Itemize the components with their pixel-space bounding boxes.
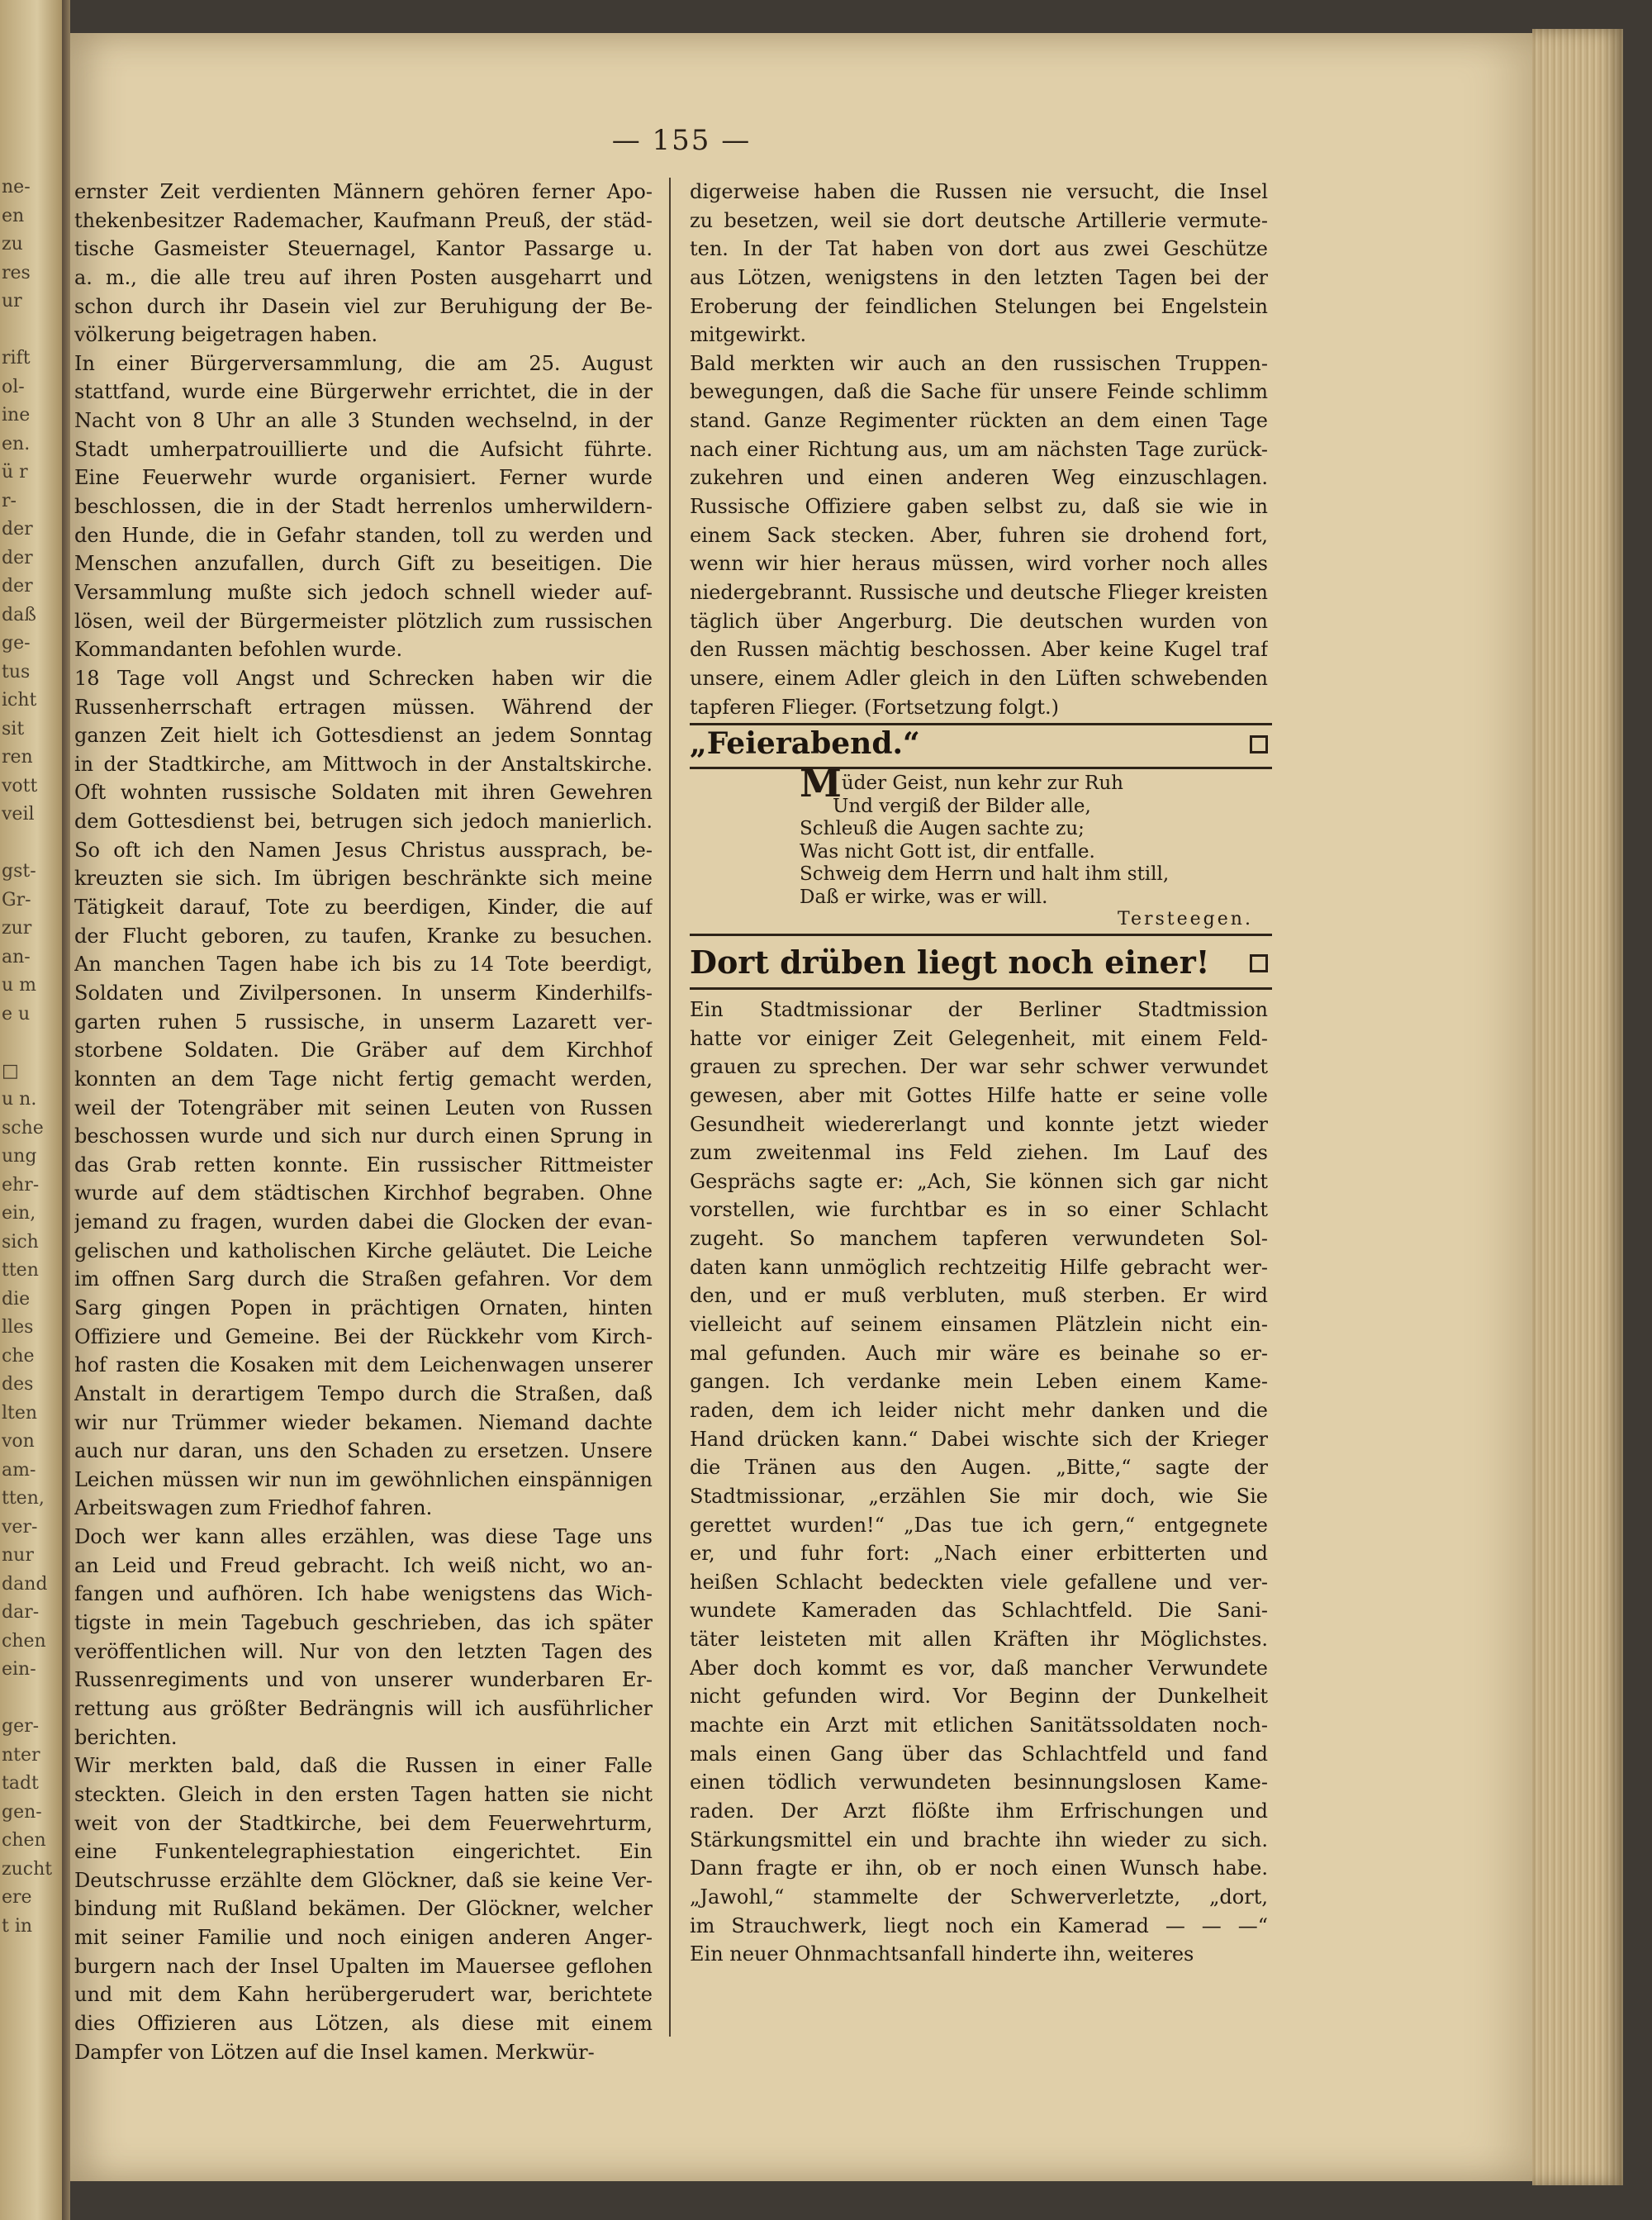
- text-line: Russenregiments und von unserer wunderbaren Er-: [74, 1668, 653, 1692]
- text-line: den Hunde, die in Gefahr standen, toll zu werden und: [74, 523, 653, 547]
- facing-page-fragment: ur: [2, 291, 22, 311]
- facing-page-fragment: sich: [2, 1231, 39, 1253]
- text-line: In einer Bürgerversammlung, die am 25. August: [74, 351, 653, 375]
- text-line: ganzen Zeit hielt ich Gottesdienst an jedem Sonntag: [74, 724, 653, 748]
- facing-page-fragment: des: [2, 1374, 34, 1395]
- book-gutter: [62, 0, 70, 2220]
- facing-page-fragment: die: [2, 1288, 31, 1310]
- text-line: mit seiner Familie und noch einigen anderen Anger-: [74, 1926, 653, 1950]
- text-line: fangen und aufhören. Ich habe wenigstens das Wich-: [74, 1582, 653, 1606]
- poem-heading: [690, 723, 1272, 764]
- text-line: Deutschrusse erzählte dem Glöckner, daß sie keine Ver-: [74, 1868, 653, 1892]
- text-line: mal gefunden. Auch mir wäre es beinahe so er-: [690, 1341, 1268, 1365]
- facing-page-fragment: u n.: [2, 1089, 37, 1110]
- text-line: Russische Offiziere gaben selbst zu, daß sie wie in: [690, 495, 1268, 519]
- text-line: lösen, weil der Bürgermeister plötzlich zum russischen: [74, 609, 653, 633]
- text-line: einem Sack stecken. Aber, fuhren sie drohend fort,: [690, 523, 1268, 547]
- text-line: weit von der Stadtkirche, bei dem Feuerwehrturm,: [74, 1811, 653, 1835]
- text-line: bewegungen, daß die Sache für unsere Feinde schlimm: [690, 380, 1268, 404]
- text-line: hof rasten die Kosaken mit dem Leichenwagen unserer: [74, 1353, 653, 1377]
- facing-page-fragment: ehr-: [2, 1174, 40, 1196]
- text-line: Ein neuer Ohnmachtsanfall hinderte ihn, weiteres: [690, 1942, 1194, 1966]
- facing-page-fragment: chen: [2, 1830, 46, 1851]
- poem-line: Schweig dem Herrn und halt ihm still,: [800, 863, 1170, 885]
- text-line: täter leisteten mit allen Kräften ihr Möglichstes.: [690, 1628, 1268, 1652]
- text-line: niedergebrannt. Russische und deutsche Flieger kreisten: [690, 580, 1268, 604]
- facing-page-fragment: vott: [2, 775, 38, 796]
- column-divider: [669, 178, 671, 2037]
- facing-page-fragment: zu: [2, 234, 23, 254]
- text-line: im offnen Sarg durch die Straßen gefahren. Vor dem: [74, 1267, 653, 1291]
- text-line: Bald merkten wir auch an den russischen Truppen-: [690, 351, 1268, 375]
- text-line: beschlossen, die in der Stadt herrenlos umherwildern-: [74, 495, 653, 519]
- text-line: den, und er muß verbluten, muß sterben. Er wird: [690, 1284, 1268, 1308]
- text-line: hatte vor einiger Zeit Gelegenheit, mit einem Feld-: [690, 1026, 1268, 1050]
- facing-page-fragment: tus: [2, 661, 31, 682]
- facing-page-edge: [0, 0, 62, 2220]
- text-line: in der Stadtkirche, am Mittwoch in der Anstaltskirche.: [74, 752, 653, 776]
- text-line: Russenherrschaft ertragen müssen. Während der: [74, 695, 653, 719]
- text-line: stand. Ganze Regimenter rückten an dem einen Tage: [690, 409, 1268, 433]
- facing-page-fragment: chen: [2, 1630, 46, 1652]
- text-line: gerettet wurden!“ „Das tue ich gern,“ entgegnete: [690, 1513, 1268, 1537]
- text-line: Tätigkeit darauf, Tote zu beerdigen, Kinder, die auf: [74, 896, 653, 920]
- text-line: gangen. Ich verdanke mein Leben einem Kame-: [690, 1370, 1268, 1394]
- text-line: täglich über Angerburg. Die deutschen wurden von: [690, 609, 1268, 633]
- text-line: tigste in mein Tagebuch geschrieben, das ich später: [74, 1611, 653, 1635]
- text-line: zum zweitenmal ins Feld ziehen. Im Lauf des: [690, 1141, 1268, 1165]
- facing-page-fragment: sit: [2, 718, 25, 739]
- text-line: eine Funkentelegraphiestation eingerichtet. Ein: [74, 1840, 653, 1864]
- poem-line: Daß er wirke, was er will.: [800, 886, 1048, 908]
- square-ornament-icon: [1250, 954, 1268, 972]
- poem-line: Schleuß die Augen sachte zu;: [800, 818, 1085, 839]
- facing-page-fragment: gen-: [2, 1801, 42, 1823]
- poem-dropcap: M: [800, 761, 842, 806]
- facing-page-fragment: zucht: [2, 1858, 53, 1880]
- text-line: Oft wohnten russische Soldaten mit ihren Gewehren: [74, 781, 653, 805]
- text-line: zugeht. So manchem tapferen verwundeten Sol-: [690, 1227, 1268, 1251]
- text-line: die Tränen aus den Augen. „Bitte,“ sagte der: [690, 1456, 1268, 1480]
- facing-page-fragment: der: [2, 576, 33, 597]
- facing-page-fragment: u m: [2, 975, 37, 996]
- text-line: einen tödlich verwundeten besinnungslosen Kame-: [690, 1771, 1268, 1795]
- text-line: raden, dem ich leider nicht mehr danken und die: [690, 1398, 1268, 1422]
- poem-line: Und vergiß der Bilder alle,: [833, 795, 1091, 817]
- facing-page-fragment: zur: [2, 918, 32, 939]
- text-line: Dampfer von Lötzen auf die Insel kamen. Merkwür-: [74, 2040, 595, 2064]
- text-line: steckten. Gleich in den ersten Tagen hatten sie nicht: [74, 1782, 653, 1806]
- text-line: Stärkungsmittel ein und brachte ihn wieder zu sich.: [690, 1828, 1268, 1852]
- facing-page-fragment: tten,: [2, 1488, 45, 1509]
- text-line: storbene Soldaten. Die Gräber auf dem Kirchhof: [74, 1039, 653, 1062]
- text-line: ten. In der Tat haben von dort aus zwei Geschütze: [690, 237, 1268, 261]
- text-line: Aber doch kommt es vor, daß mancher Verwundete: [690, 1656, 1268, 1680]
- left-column: [74, 178, 653, 2066]
- facing-page-fragment: ere: [2, 1887, 32, 1908]
- facing-page-fragment: der: [2, 547, 33, 568]
- facing-page-fragment: res: [2, 262, 31, 283]
- text-line: Versammlung mußte sich jedoch schnell wieder auf-: [74, 580, 653, 604]
- facing-page-fragment: lten: [2, 1402, 38, 1424]
- facing-page-fragment: dar-: [2, 1602, 40, 1623]
- text-line: Stadtmissionar, „erzählen Sie mir doch, wie Sie: [690, 1484, 1268, 1508]
- text-line: und mit dem Kahn herübergerudert war, berichtete: [74, 1983, 653, 2007]
- facing-page-fragment: nter: [2, 1744, 40, 1766]
- text-line: Gesundheit wiedererlangt und konnte jetzt wieder: [690, 1112, 1268, 1136]
- text-line: Leichen müssen wir nun im gewöhnlichen einspännigen: [74, 1467, 653, 1491]
- facing-page-fragment: sche: [2, 1117, 44, 1139]
- text-line: der Flucht geboren, zu taufen, Kranke zu besuchen.: [74, 924, 653, 948]
- text-line: dies Offizieren aus Lötzen, als diese mit einem: [74, 2012, 653, 2035]
- text-line: völkerung beigetragen haben.: [74, 323, 378, 347]
- text-line: grauen zu sprechen. Der war sehr schwer verwundet: [690, 1055, 1268, 1079]
- text-line: Soldaten und Zivilpersonen. In unserm Kinderhilfs-: [74, 981, 653, 1005]
- facing-page-fragment: ren: [2, 747, 33, 768]
- facing-page-fragment: ol-: [2, 376, 25, 397]
- text-line: thekenbesitzer Rademacher, Kaufmann Preuß, der städ-: [74, 208, 653, 232]
- facing-page-fragment: tten: [2, 1260, 39, 1281]
- text-line: zukehren und einen anderen Weg einzuschlagen.: [690, 466, 1268, 490]
- text-line: vorstellen, wie furchtbar es in so einer Schlacht: [690, 1198, 1268, 1222]
- facing-page-fragment: e u: [2, 1003, 31, 1024]
- facing-page-fragment: ein-: [2, 1659, 36, 1680]
- text-line: Dann fragte er ihn, ob er noch einen Wunsch habe.: [690, 1856, 1268, 1880]
- facing-page-fragment: ein,: [2, 1203, 36, 1224]
- section-rule-story-top: [690, 934, 1272, 936]
- text-line: er, und fuhr fort: „Nach einer erbitterten und: [690, 1542, 1268, 1566]
- text-line: ernster Zeit verdienten Männern gehören ferner Apo-: [74, 180, 653, 203]
- facing-page-fragment: che: [2, 1345, 35, 1367]
- facing-page-fragment: am-: [2, 1459, 36, 1481]
- text-line: zu besetzen, weil sie dort deutsche Artillerie vermute-: [690, 208, 1268, 232]
- poem: [800, 761, 1253, 929]
- facing-page-fragment: icht: [2, 690, 37, 711]
- section-rule-poem: [690, 767, 1272, 769]
- text-line: wenn wir hier heraus müssen, wird vorher noch alles: [690, 552, 1268, 576]
- text-line: Kommandanten befohlen wurde.: [74, 638, 403, 662]
- text-line: Eroberung der feindlichen Stelungen bei Engelstein: [690, 294, 1268, 318]
- text-line: wurde auf dem städtischen Kirchhof begraben. Ohne: [74, 1181, 653, 1205]
- text-line: tapferen Flieger. (Fortsetzung folgt.): [690, 695, 1060, 719]
- facing-page-fragment: t in: [2, 1915, 33, 1937]
- facing-page-fragment: en: [2, 205, 25, 226]
- text-line: an Leid und Freud gebracht. Ich weiß nicht, wo an-: [74, 1553, 653, 1577]
- text-line: daten kann unmöglich rechtzeitig Hilfe gebracht wer-: [690, 1255, 1268, 1279]
- facing-page-fragment: r-: [2, 490, 17, 511]
- facing-page-fragment: veil: [2, 804, 35, 825]
- facing-page-fragment: nur: [2, 1545, 34, 1566]
- text-line: auch nur daran, uns den Schaden zu ersetzen. Unsere: [74, 1439, 653, 1463]
- text-line: So oft ich den Namen Jesus Christus aussprach, be-: [74, 838, 653, 862]
- text-line: im Strauchwerk, liegt noch ein Kamerad — — —“: [690, 1913, 1268, 1937]
- text-line: tische Gasmeister Steuernagel, Kantor Passarge u.: [74, 237, 653, 261]
- facing-page-fragment: en.: [2, 433, 31, 454]
- text-line: gewesen, aber mit Gottes Hilfe hatte er seine volle: [690, 1083, 1268, 1107]
- facing-page-fragment: von: [2, 1431, 35, 1452]
- text-line: Stadt umherpatrouillierte und die Aufsicht führte.: [74, 437, 653, 461]
- poem-first-line: üder Geist, nun kehr zur Ruh: [841, 772, 1123, 794]
- facing-page-fragment: gst-: [2, 861, 36, 882]
- text-line: heißen Schlacht bedeckten viele gefallene und ver-: [690, 1570, 1268, 1594]
- text-line: Doch wer kann alles erzählen, was diese Tage uns: [74, 1525, 653, 1549]
- text-line: nicht gefunden wird. Vor Beginn der Dunkelheit: [690, 1685, 1268, 1709]
- text-line: beschossen wurde und sich nur durch einen Sprung in: [74, 1124, 653, 1148]
- text-line: nach einer Richtung aus, um am nächsten Tage zurück-: [690, 437, 1268, 461]
- text-line: wundete Kameraden das Schlachtfeld. Die Sani-: [690, 1599, 1268, 1623]
- text-line: Menschen anzufallen, durch Gift zu beseitigen. Die: [74, 552, 653, 576]
- facing-page-fragment: lles: [2, 1317, 34, 1338]
- text-line: den Russen mächtig beschossen. Aber keine Kugel traf: [690, 638, 1268, 662]
- text-line: Nacht von 8 Uhr an alle 3 Stunden wechselnd, in der: [74, 409, 653, 433]
- story-title: Dort drüben liegt noch einer!: [690, 944, 1210, 981]
- text-line: gelischen und katholischen Kirche geläutet. Die Leiche: [74, 1238, 653, 1262]
- text-line: Hand drücken kann.“ Dabei wischte sich der Krieger: [690, 1427, 1268, 1451]
- text-line: veröffentlichen will. Nur von den letzten Tagen des: [74, 1639, 653, 1663]
- facing-page-fragment: an-: [2, 946, 31, 967]
- poem-author: Tersteegen.: [1118, 909, 1253, 929]
- poem-line: Was nicht Gott ist, dir entfalle.: [800, 840, 1095, 863]
- story-column: [690, 996, 1268, 1969]
- section-rule-story: [690, 987, 1272, 990]
- facing-page-fragment: tadt: [2, 1773, 39, 1794]
- text-line: aus Lötzen, wenigstens in den letzten Tagen bei der: [690, 265, 1268, 289]
- facing-page-fragment: rift: [2, 348, 31, 368]
- text-line: burgern nach der Insel Upalten im Mauersee geflohen: [74, 1954, 653, 1978]
- text-line: berichten.: [74, 1725, 178, 1749]
- text-line: Ein Stadtmissionar der Berliner Stadtmission: [690, 998, 1268, 1021]
- text-line: machte ein Arzt mit etlichen Sanitätssoldaten noch-: [690, 1714, 1268, 1737]
- facing-page-fragment: ge-: [2, 633, 31, 654]
- text-line: dem Gottesdienst bei, betrugen sich jedoch manierlich.: [74, 810, 653, 834]
- poem-title: „Feierabend.“: [690, 726, 920, 761]
- facing-page-fragment: Gr-: [2, 889, 31, 910]
- text-line: weil der Totengräber mit seinen Leuten von Russen: [74, 1096, 653, 1120]
- text-line: wir nur Trümmer wieder bekamen. Niemand dachte: [74, 1410, 653, 1434]
- facing-page-fragment: ü r: [2, 462, 28, 483]
- facing-page-fragment: ne-: [2, 177, 31, 197]
- text-line: 18 Tage voll Angst und Schrecken haben wir die: [74, 666, 653, 690]
- text-line: garten ruhen 5 russische, in unserm Lazarett ver-: [74, 1010, 653, 1034]
- text-line: An manchen Tagen habe ich bis zu 14 Tote beerdigt,: [74, 953, 653, 977]
- text-line: Gesprächs sagte er: „Ach, Sie können sich gar nicht: [690, 1169, 1268, 1193]
- text-line: kreuzten sie sich. Im übrigen beschränkte sich meine: [74, 867, 653, 891]
- text-line: raden. Der Arzt flößte ihm Erfrischungen und: [690, 1799, 1268, 1823]
- text-line: Sarg gingen Popen in prächtigen Ornaten, hinten: [74, 1295, 653, 1319]
- text-line: Anstalt in derartigem Tempo durch die Straßen, daß: [74, 1381, 653, 1405]
- facing-page-fragment: daß: [2, 604, 36, 625]
- text-line: Offiziere und Gemeine. Bei der Rückkehr vom Kirch-: [74, 1324, 653, 1348]
- text-line: rettung aus größter Bedrängnis will ich ausführlicher: [74, 1696, 653, 1720]
- text-line: unsere, einem Adler gleich in den Lüften schwebenden: [690, 666, 1268, 690]
- facing-page-fragment: ger-: [2, 1716, 40, 1737]
- facing-page-fragment: ung: [2, 1146, 37, 1167]
- text-line: a. m., die alle treu auf ihren Posten ausgeharrt und: [74, 265, 653, 289]
- facing-page-fragment: ver-: [2, 1516, 38, 1538]
- text-line: stattfand, wurde eine Bürgerwehr errichtet, die in der: [74, 380, 653, 404]
- text-line: „Jawohl,“ stammelte der Schwerverletzte, „dort,: [690, 1885, 1268, 1909]
- text-line: konnten an dem Tage nicht fertig gemacht werden,: [74, 1067, 653, 1091]
- story-heading: [690, 942, 1272, 983]
- text-line: Arbeitswagen zum Friedhof fahren.: [74, 1496, 433, 1520]
- page-number: — 155 —: [611, 124, 752, 157]
- text-line: Wir merkten bald, daß die Russen in einer Falle: [74, 1754, 653, 1778]
- text-line: bindung mit Rußland bekämen. Der Glöckner, welcher: [74, 1897, 653, 1921]
- text-line: mitgewirkt.: [690, 323, 807, 347]
- text-line: mals einen Gang über das Schlachtfeld und fand: [690, 1742, 1268, 1766]
- square-ornament-icon: [1250, 735, 1268, 753]
- text-line: Eine Feuerwehr wurde organisiert. Ferner wurde: [74, 466, 653, 490]
- facing-page-fragment: dand: [2, 1573, 48, 1595]
- facing-page-fragment: der: [2, 519, 33, 540]
- text-line: digerweise haben die Russen nie versucht, die Insel: [690, 180, 1268, 203]
- facing-page-fragment: ine: [2, 405, 31, 425]
- text-line: schon durch ihr Dasein viel zur Beruhigung der Be-: [74, 294, 653, 318]
- text-line: das Grab retten konnte. Ein russischer Rittmeister: [74, 1153, 653, 1177]
- text-line: vielleicht auf seinem einsamen Plätzlein nicht ein-: [690, 1313, 1268, 1337]
- text-line: jemand zu fragen, wurden dabei die Glocken der evan-: [74, 1210, 653, 1234]
- facing-page-fragment: □: [2, 1060, 19, 1081]
- page-stack-edge: [1532, 29, 1623, 2185]
- right-column-top: [690, 178, 1268, 721]
